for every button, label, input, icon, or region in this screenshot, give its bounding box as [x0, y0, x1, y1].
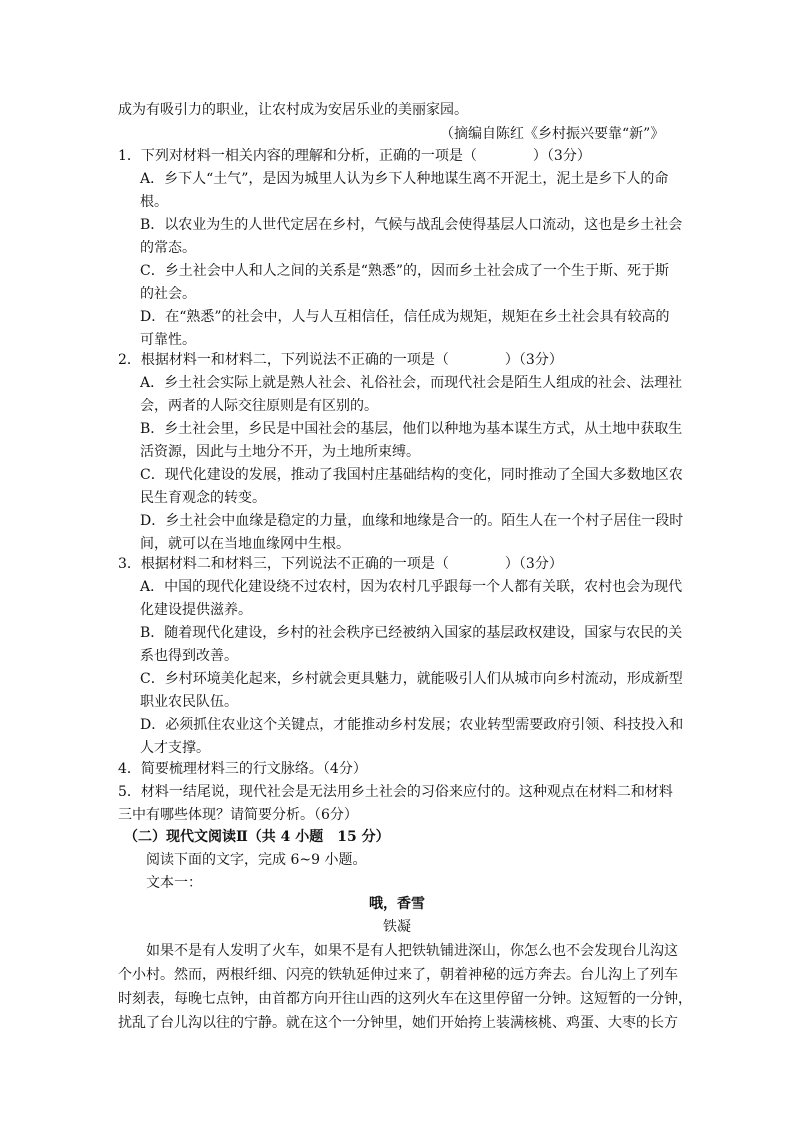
text-one-label: 文本一：: [146, 875, 202, 891]
paragraph-line-4: 扰乱了台儿沟以往的宁静。就在这个一分钟里，她们开始挎上装满核桃、鸡蛋、大枣的长方: [118, 1015, 678, 1031]
source-citation: （摘编自陈红《乡村振兴要靠“新”》: [440, 126, 665, 142]
question-1-stem: 1．下列对材料一相关内容的理解和分析，正确的一项是（ ）（3分）: [118, 148, 591, 164]
q2-option-b-line2: 活资源，因此与土地分不开，为土地所束缚。: [140, 444, 420, 460]
q1-option-b-line1: B．以农业为生的人世代定居在乡村，气候与战乱会使得基层人口流动，这也是乡土社会: [140, 217, 683, 233]
q2-option-d-line1: D．乡土社会中血缘是稳定的力量，血缘和地缘是合一的。陌生人在一个村子居住一段时: [140, 513, 684, 529]
q2-option-c-line2: 民生育观念的转变。: [140, 490, 266, 506]
q3-option-d-line1: D．必须抓住农业这个关键点，才能推动乡村发展；农业转型需要政府引领、科技投入和: [140, 717, 684, 733]
story-title: 哦，香雪: [369, 896, 425, 912]
q2-option-a-line2: 会，两者的人际交往原则是有区别的。: [140, 398, 378, 414]
q2-option-a-line1: A．乡土社会实际上就是熟人社会、礼俗社会，而现代社会是陌生人组成的社会、法理社: [140, 375, 683, 391]
q3-option-a-line1: A．中国的现代化建设绕不过农村，因为农村几乎跟每一个人都有关联，农村也会为现代: [140, 579, 683, 595]
question-5-line1: 5．材料一结尾说，现代社会是无法用乡土社会的习俗来应付的。这种观点在材料二和材料: [118, 784, 673, 800]
question-4: 4．简要梳理材料三的行文脉络。（4分）: [118, 761, 367, 777]
q2-option-d-line2: 间，就可以在当地血缘网中生根。: [140, 536, 350, 552]
q3-option-c-line2: 职业农民队伍。: [140, 694, 238, 710]
q1-option-c-line1: C．乡土社会中人和人之间的关系是“熟悉”的，因而乡土社会成了一个生于斯、死于斯: [140, 263, 670, 279]
q3-option-b-line2: 系也得到改善。: [140, 648, 238, 664]
story-author: 铁凝: [383, 919, 411, 935]
intro-tail-text: 成为有吸引力的职业，让农村成为安居乐业的美丽家园。: [118, 102, 468, 118]
q2-option-c-line1: C．现代化建设的发展，推动了我国村庄基础结构的变化，同时推动了全国大多数地区农: [140, 467, 683, 483]
question-5-line2: 三中有哪些体现？请简要分析。（6分）: [118, 807, 358, 823]
q3-option-d-line2: 人才支撑。: [140, 740, 210, 756]
q2-option-b-line1: B．乡土社会里，乡民是中国社会的基层，他们以种地为基本谋生方式，从土地中获取生: [140, 421, 683, 437]
paragraph-line-2: 个小村。然而，两根纤细、闪亮的铁轨延伸过来了，朝着神秘的远方奔去。台儿沟上了列车: [118, 967, 678, 983]
question-3-stem: 3．根据材料二和材料三，下列说法不正确的一项是（ ）（3分）: [118, 556, 563, 572]
reading-instruction: 阅读下面的文字，完成 6~9 小题。: [146, 852, 367, 868]
q1-option-d-line1: D．在“熟悉”的社会中，人与人互相信任，信任成为规矩，规矩在乡土社会具有较高的: [140, 309, 670, 325]
q3-option-c-line1: C．乡村环境美化起来，乡村就会更具魅力，就能吸引人们从城市向乡村流动，形成新型: [140, 671, 683, 687]
q3-option-a-line2: 化建设提供滋养。: [140, 602, 252, 618]
q3-option-b-line1: B．随着现代化建设，乡村的社会秩序已经被纳入国家的基层政权建设，国家与农民的关: [140, 625, 683, 641]
q1-option-b-line2: 的常态。: [140, 240, 196, 256]
paragraph-line-3: 时刻表，每晚七点钟，由首都方向开往山西的这列火车在这里停留一分钟。这短暂的一分钟，: [118, 991, 692, 1007]
question-2-stem: 2．根据材料一和材料二，下列说法不正确的一项是（ ）（3分）: [118, 352, 563, 368]
paragraph-line-1: 如果不是有人发明了火车，如果不是有人把铁轨铺进深山，你怎么也不会发现台儿沟这: [146, 943, 678, 959]
section-heading: （二）现代文阅读Ⅱ（共 4 小题 15 分）: [124, 829, 390, 845]
q1-option-d-line2: 可靠性。: [140, 332, 196, 348]
q1-option-a-line2: 根。: [140, 194, 168, 210]
q1-option-a-line1: A．乡下人“土气”，是因为城里人认为乡下人种地谋生离不开泥土，泥土是乡下人的命: [140, 171, 669, 187]
q1-option-c-line2: 的社会。: [140, 286, 196, 302]
